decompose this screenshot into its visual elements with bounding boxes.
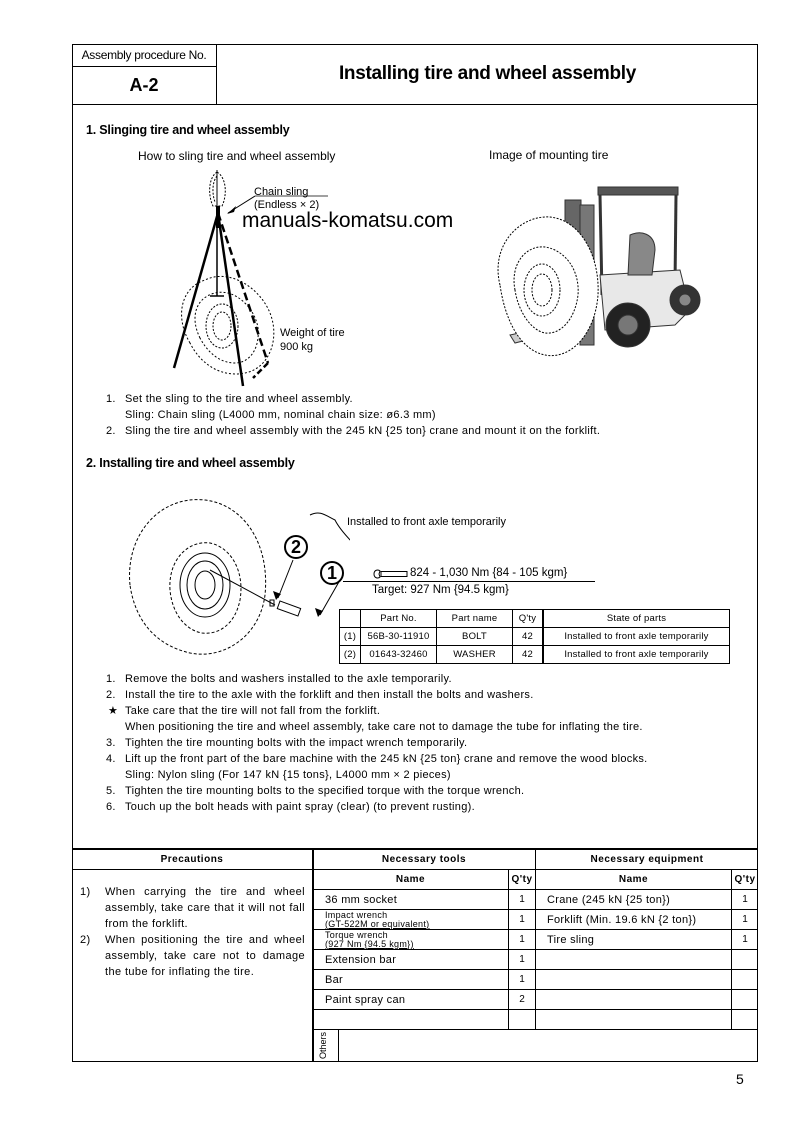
step-text: Install the tire to the axle with the forklift and then install the bolts and washers.	[125, 689, 534, 701]
tool-name-sub: (GT-522M or equivalent)	[325, 918, 430, 929]
tool-qty: 1	[519, 954, 525, 965]
sling-label-line2: (Endless × 2)	[254, 199, 320, 211]
tool-name: Paint spray can	[325, 993, 406, 1006]
step-item	[106, 719, 746, 735]
tool-qty: 2	[519, 994, 525, 1005]
tool-name-main: Impact wrench	[325, 909, 388, 920]
precaution-text: When positioning the tire and wheel assembly, take care not to damage the tube for inflating the tire.	[105, 934, 305, 978]
tools-header: Necessary tools	[381, 853, 467, 865]
tool-name	[325, 930, 414, 949]
temporary-install-callout: Installed to front axle temporarily	[347, 516, 506, 528]
equipment-name: Forklift (Min. 19.6 kN {2 ton})	[547, 913, 697, 926]
wrench-icon	[372, 568, 408, 580]
parts-table	[339, 609, 730, 664]
header-cell: Q'ty	[513, 610, 544, 628]
cell: WASHER	[437, 646, 513, 664]
equipment-header: Necessary equipment	[590, 853, 704, 865]
tool-name: Bar	[325, 973, 344, 986]
sling-diagram-caption: How to sling tire and wheel assembly	[138, 149, 336, 163]
cell: 01643-32460	[361, 646, 437, 664]
header-cell: Part name	[437, 610, 513, 628]
torque-underline	[343, 581, 595, 582]
step-text: Lift up the front part of the bare machine with the 245 kN {25 ton} crane and remove the wood blocks.	[125, 753, 648, 765]
cell: Installed to front axle temporarily	[543, 646, 730, 664]
equipment-name-col: Name	[618, 874, 649, 885]
parts-table-header	[340, 610, 730, 628]
page-title: Installing tire and wheel assembly	[338, 63, 637, 84]
step-item	[106, 687, 746, 703]
tool-qty: 1	[519, 934, 525, 945]
tool-name-main: Torque wrench	[325, 929, 388, 940]
step-item	[106, 671, 746, 687]
weight-label-line1: Weight of tire	[280, 327, 345, 339]
step-number: 4.	[106, 753, 116, 765]
step-item	[106, 407, 726, 423]
precautions-list	[80, 884, 306, 984]
mounting-image-caption: Image of mounting tire	[489, 148, 609, 162]
cell: 56B-30-11910	[361, 628, 437, 646]
tool-qty: 1	[519, 974, 525, 985]
step-number: 6.	[106, 801, 116, 813]
equipment-qty: 1	[742, 934, 748, 945]
section2-title: 2. Installing tire and wheel assembly	[86, 456, 295, 470]
tool-qty: 1	[519, 914, 525, 925]
step-item	[106, 703, 746, 719]
header-cell	[340, 610, 361, 628]
equipment-qty-col: Q'ty	[734, 874, 756, 885]
cell: 42	[513, 628, 544, 646]
equipment-name: Tire sling	[547, 933, 595, 946]
procedure-number-box	[72, 44, 217, 104]
torque-range: 824 - 1,030 Nm {84 - 105 kgm}	[410, 567, 568, 579]
tools-qty-col: Q'ty	[511, 874, 533, 885]
step-number: 2.	[106, 425, 116, 437]
step-number: 3.	[106, 737, 116, 749]
table-row	[340, 628, 730, 646]
sling-label-line1: Chain sling	[254, 186, 309, 198]
tool-qty: 1	[519, 894, 525, 905]
others-label: Others	[318, 1031, 328, 1059]
step-text: When positioning the tire and wheel assembly, take care not to damage the tube for inflating the tire.	[125, 721, 643, 733]
procedure-label: Assembly procedure No.	[72, 44, 216, 67]
cell: (2)	[340, 646, 361, 664]
step-text: Sling the tire and wheel assembly with the 245 kN {25 ton} crane and mount it on the forklift.	[125, 425, 601, 437]
weight-label	[280, 326, 345, 354]
step-item	[106, 751, 746, 767]
step-number: 2.	[106, 689, 116, 701]
step-text: Tighten the tire mounting bolts with the impact wrench temporarily.	[125, 737, 468, 749]
tools-name-col: Name	[395, 874, 426, 885]
equipment-qty: 1	[742, 914, 748, 925]
section1-steps	[106, 391, 726, 441]
procedure-code: A-2	[129, 74, 159, 95]
tool-name	[325, 910, 429, 929]
others-divider	[338, 1029, 339, 1062]
cell: 42	[513, 646, 544, 664]
row-line	[312, 969, 758, 970]
cell: BOLT	[437, 628, 513, 646]
page-number: 5	[736, 1071, 744, 1087]
step-number: 5.	[106, 785, 116, 797]
equipment-qty: 1	[742, 894, 748, 905]
step-item	[106, 735, 746, 751]
cell: (1)	[340, 628, 361, 646]
step-text: Set the sling to the tire and wheel assembly.	[125, 393, 353, 405]
tire-installation-diagram	[110, 485, 350, 665]
header-cell: State of parts	[543, 610, 730, 628]
step-number: 1.	[106, 673, 116, 685]
torque-target: Target: 927 Nm {94.5 kgm}	[372, 584, 509, 596]
step-text: Sling: Nylon sling (For 147 kN {15 tons}, L4000 mm × 2 pieces)	[125, 769, 451, 781]
sling-diagram	[150, 168, 350, 388]
section1-title: 1. Slinging tire and wheel assembly	[86, 123, 290, 137]
step-text: Tighten the tire mounting bolts to the specified torque with the torque wrench.	[125, 785, 525, 797]
section2-steps	[106, 671, 746, 821]
equipment-name: Crane (245 kN {25 ton})	[547, 893, 671, 906]
weight-label-line2: 900 kg	[280, 341, 314, 353]
forklift-mounting-image	[480, 175, 710, 365]
tool-name: 36 mm socket	[325, 893, 398, 906]
header-divider	[72, 104, 758, 105]
marker-1-bolt: 1	[320, 561, 344, 585]
step-text: Sling: Chain sling (L4000 mm, nominal chain size: ø6.3 mm)	[125, 409, 436, 421]
step-text: Take care that the tire will not fall from the forklift.	[125, 705, 381, 717]
row-line	[312, 1029, 758, 1030]
step-item	[106, 767, 746, 783]
step-item	[106, 423, 726, 439]
precaution-text: When carrying the tire and wheel assembly, take care that it will not fall from the forklift.	[105, 886, 305, 930]
step-item	[106, 783, 746, 799]
marker-2-washer: 2	[284, 535, 308, 559]
step-item	[106, 799, 746, 815]
tool-name-sub: (927 Nm {94.5 kgm})	[325, 938, 414, 949]
cell: Installed to front axle temporarily	[543, 628, 730, 646]
watermark-text: manuals-komatsu.com	[242, 209, 454, 232]
precautions-header: Precautions	[160, 853, 224, 865]
step-text: Touch up the bolt heads with paint spray (clear) (to prevent rusting).	[125, 801, 475, 813]
step-number: 1.	[106, 393, 116, 405]
precaution-number: 2)	[80, 934, 91, 946]
header-cell: Part No.	[361, 610, 437, 628]
precaution-number: 1)	[80, 886, 91, 898]
tool-name: Extension bar	[325, 953, 397, 966]
step-text: Remove the bolts and washers installed to the axle temporarily.	[125, 673, 452, 685]
table-row	[340, 646, 730, 664]
step-item	[106, 391, 726, 407]
row-line	[312, 1009, 758, 1010]
star-icon: ★	[108, 705, 119, 717]
